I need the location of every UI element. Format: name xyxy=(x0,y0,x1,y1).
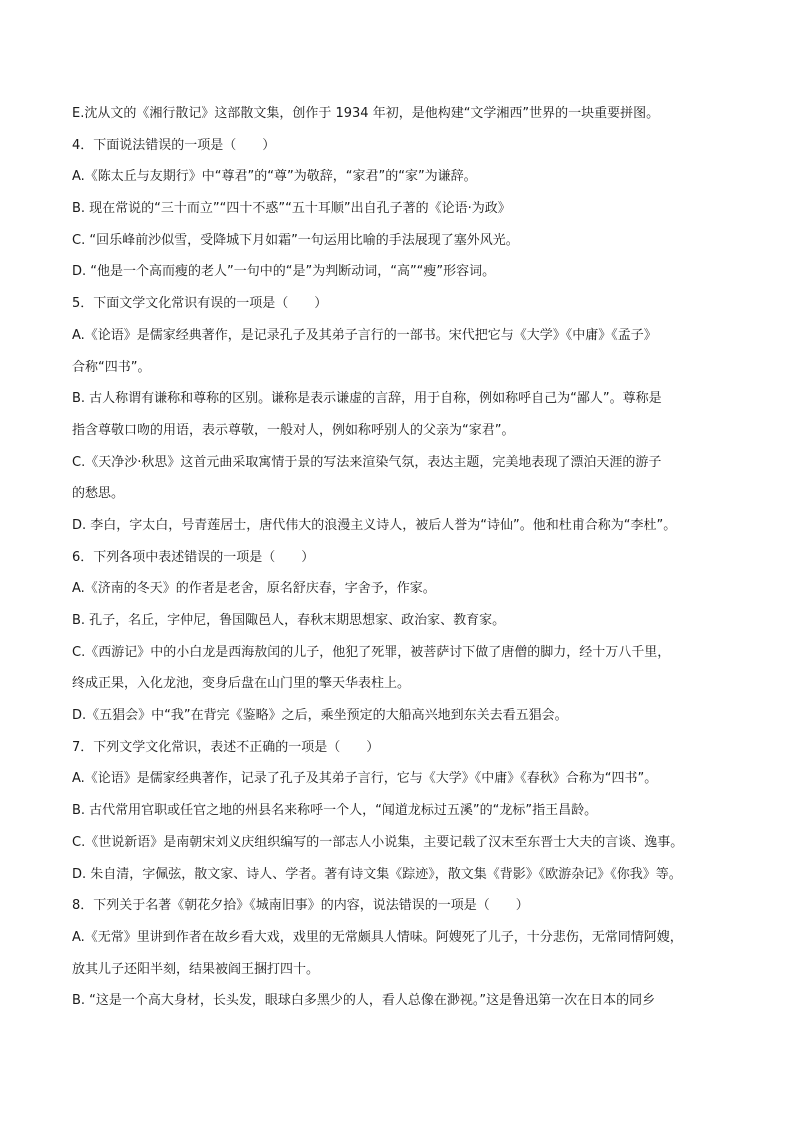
question-5-option-c: C.《天净沙·秋思》这首元曲采取寓情于景的写法来渲染气氛，表达主题，完美地表现了漂泊天涯的游子 xyxy=(72,454,662,470)
question-5-option-b-cont: 指含尊敬口吻的用语，表示尊敬，一般对人，例如称呼别人的父亲为“家君”。 xyxy=(72,422,515,438)
question-4-option-a: A.《陈太丘与友期行》中“尊君”的“尊”为敬辞，“家君”的“家”为谦辞。 xyxy=(72,169,477,185)
question-5-option-c-cont: 的愁思。 xyxy=(72,486,125,502)
option-e-text: E.沈从文的《湘行散记》这部散文集，创作于 1934 年初，是他构建“文学湘西”世界的一块重要拼图。 xyxy=(72,106,660,121)
question-8-option-b: B. “这是一个高大身材，长头发，眼球白多黑少的人，看人总像在渺视。”这是鲁迅第一次在日本的同乡 xyxy=(72,993,656,1009)
question-5-option-a: A.《论语》是儒家经典著作，是记录孔子及其弟子言行的一部书。宋代把它与《大学》《中庸》《孟子》 xyxy=(72,327,657,343)
question-6-option-d: D.《五猖会》中“我”在背完《鉴略》之后，乘坐预定的大船高兴地到东关去看五猖会。 xyxy=(72,708,568,724)
question-7-stem: 7．下列文学文化常识，表述不正确的一项是（ ） xyxy=(72,739,380,755)
question-4-stem: 4．下面说法错误的一项是（ ） xyxy=(72,137,276,153)
question-6-option-c: C.《西游记》中的小白龙是西海敖闰的儿子，他犯了死罪，被菩萨讨下做了唐僧的脚力，经十万八千里， xyxy=(72,644,671,660)
question-5-option-d: D. 李白，字太白，号青莲居士，唐代伟大的浪漫主义诗人，被后人誉为“诗仙”。他和杜甫合称为“李杜”。 xyxy=(72,517,677,533)
question-7-option-a: A.《论语》是儒家经典著作，记录了孔子及其弟子言行，它与《大学》《中庸》《春秋》合称为“四书”。 xyxy=(72,771,658,787)
question-5-stem: 5．下面文学文化常识有误的一项是（ ） xyxy=(72,296,328,312)
question-4-option-b: B. 现在常说的“三十而立”“四十不惑”“五十耳顺”出自孔子著的《论语·为政》 xyxy=(72,201,511,217)
question-8-option-a-cont: 放其儿子还阳半刻，结果被阎王捆打四十。 xyxy=(72,961,320,977)
question-8-stem: 8．下列关于名著《朝花夕拾》《城南旧事》的内容，说法错误的一项是（ ） xyxy=(72,898,529,914)
question-5-option-a-cont: 合称“四书”。 xyxy=(72,359,151,375)
question-7-option-c: C.《世说新语》是南朝宋刘义庆组织编写的一部志人小说集，主要记载了汉末至东晋士大夫的言谈、逸事。 xyxy=(72,834,684,850)
question-5-option-b: B. 古人称谓有谦称和尊称的区别。谦称是表示谦虚的言辞，用于自称，例如称呼自己为“鄙人”。尊称是 xyxy=(72,391,662,407)
question-6-stem: 6．下列各项中表述错误的一项是（ ） xyxy=(72,549,315,565)
question-8-option-a: A.《无常》里讲到作者在故乡看大戏，戏里的无常颇具人情味。阿嫂死了儿子，十分悲伤，无常同情阿嫂， xyxy=(72,929,683,945)
question-6-option-b: B. 孔子，名丘，字仲尼，鲁国陬邑人，春秋末期思想家、政治家、教育家。 xyxy=(72,613,506,628)
document-body xyxy=(72,98,752,1017)
question-7-option-d: D. 朱自清，字佩弦，散文家、诗人、学者。著有诗文集《踪迹》，散文集《背影》《欧游杂记》《你我》等。 xyxy=(72,866,682,882)
question-6-option-a: A.《济南的冬天》的作者是老舍，原名舒庆春，字舍予，作家。 xyxy=(72,581,436,597)
question-6-option-c-cont: 终成正果，入化龙池，变身后盘在山门里的擎天华表柱上。 xyxy=(72,676,411,692)
question-4-option-d: D. “他是一个高而瘦的老人”一句中的“是”为判断动词，“高”“瘦”形容词。 xyxy=(72,264,496,280)
question-4-option-c: C. “回乐峰前沙似雪，受降城下月如霜”一句运用比喻的手法展现了塞外风光。 xyxy=(72,232,519,248)
question-7-option-b: B. 古代常用官职或任官之地的州县名来称呼一个人，“闻道龙标过五溪”的“龙标”指王昌龄。 xyxy=(72,803,598,819)
